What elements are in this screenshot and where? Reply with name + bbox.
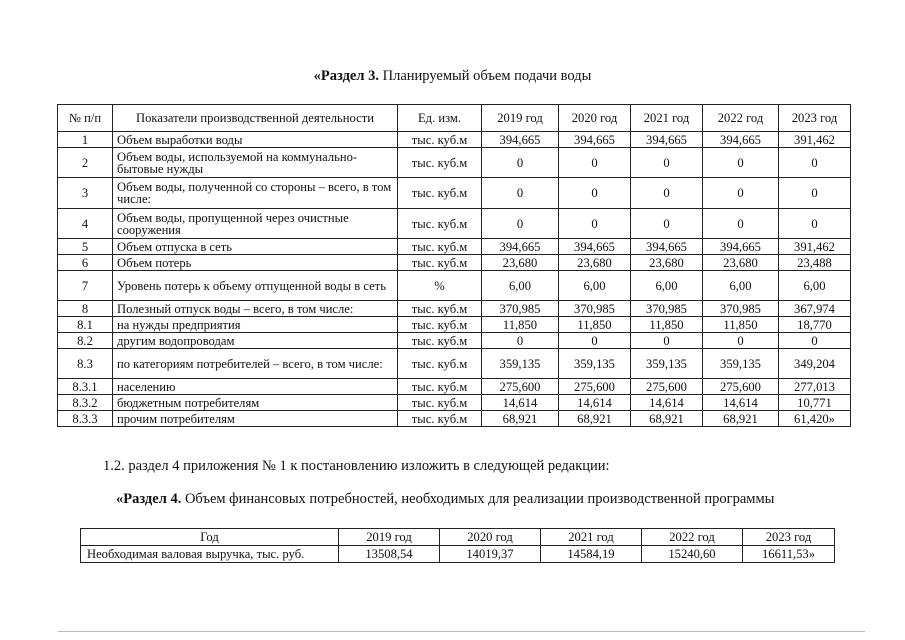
value-cell: 0 (631, 148, 703, 178)
value-cell: 0 (482, 209, 559, 239)
row-label: Объем воды, пропущенной через очистные сооружения (113, 209, 398, 239)
value-cell: 0 (559, 333, 631, 349)
value-cell: 15240,60 (642, 546, 743, 563)
header-cell: 2022 год (642, 529, 743, 546)
value-cell: 0 (631, 178, 703, 209)
value-cell: 0 (482, 333, 559, 349)
row-label: Объем выработки воды (113, 132, 398, 148)
value-cell: 68,921 (559, 411, 631, 427)
page-divider (58, 631, 865, 632)
row-label: на нужды предприятия (113, 317, 398, 333)
row-number: 2 (58, 148, 113, 178)
value-cell: 18,770 (779, 317, 851, 333)
unit-cell: тыс. куб.м (398, 255, 482, 271)
value-cell: 394,665 (482, 239, 559, 255)
value-cell: 0 (559, 209, 631, 239)
value-cell: 0 (482, 178, 559, 209)
value-cell: 275,600 (482, 379, 559, 395)
table-row (58, 178, 851, 209)
table-row (58, 349, 851, 379)
table1-header-row (58, 105, 851, 132)
row-label: Уровень потерь к объему отпущенной воды в сеть (113, 271, 398, 301)
row-label: бюджетным потребителям (113, 395, 398, 411)
header-cell: 2019 год (482, 105, 559, 132)
value-cell: 359,135 (631, 349, 703, 379)
value-cell: 10,771 (779, 395, 851, 411)
unit-cell: тыс. куб.м (398, 132, 482, 148)
value-cell: 0 (631, 333, 703, 349)
row-label: Объем воды, используемой на коммунально-бытовые нужды (113, 148, 398, 178)
value-cell: 394,665 (559, 132, 631, 148)
unit-cell: тыс. куб.м (398, 379, 482, 395)
unit-cell: тыс. куб.м (398, 209, 482, 239)
row-label: Полезный отпуск воды – всего, в том числе: (113, 301, 398, 317)
row-number: 3 (58, 178, 113, 209)
table-row (81, 546, 835, 563)
value-cell: 359,135 (482, 349, 559, 379)
value-cell: 275,600 (559, 379, 631, 395)
value-cell: 0 (703, 178, 779, 209)
header-cell: 2023 год (779, 105, 851, 132)
value-cell: 277,013 (779, 379, 851, 395)
row-number: 4 (58, 209, 113, 239)
header-cell: 2021 год (631, 105, 703, 132)
value-cell: 6,00 (631, 271, 703, 301)
unit-cell: тыс. куб.м (398, 317, 482, 333)
row-number: 7 (58, 271, 113, 301)
value-cell: 11,850 (703, 317, 779, 333)
row-label: прочим потребителям (113, 411, 398, 427)
value-cell: 367,974 (779, 301, 851, 317)
table2-header-row (81, 529, 835, 546)
header-cell: 2020 год (559, 105, 631, 132)
value-cell: 68,921 (703, 411, 779, 427)
value-cell: 23,488 (779, 255, 851, 271)
row-number: 8.3.1 (58, 379, 113, 395)
value-cell: 14,614 (482, 395, 559, 411)
unit-cell: тыс. куб.м (398, 395, 482, 411)
row-number: 8.3.3 (58, 411, 113, 427)
unit-cell: тыс. куб.м (398, 349, 482, 379)
row-number: 6 (58, 255, 113, 271)
value-cell: 68,921 (482, 411, 559, 427)
value-cell: 0 (703, 333, 779, 349)
value-cell: 275,600 (631, 379, 703, 395)
value-cell: 14,614 (559, 395, 631, 411)
value-cell: 0 (703, 148, 779, 178)
value-cell: 349,204 (779, 349, 851, 379)
section4-prefix: «Раздел 4. (116, 491, 182, 507)
row-number: 5 (58, 239, 113, 255)
value-cell: 394,665 (559, 239, 631, 255)
value-cell: 0 (482, 148, 559, 178)
row-label: по категориям потребителей – всего, в том числе: (113, 349, 398, 379)
table-row (58, 148, 851, 178)
value-cell: 391,462 (779, 132, 851, 148)
section3-prefix: «Раздел 3. (313, 68, 379, 84)
header-cell: 2022 год (703, 105, 779, 132)
instruction-paragraph: 1.2. раздел 4 приложения № 1 к постановлению изложить в следующей редакции: (103, 458, 610, 474)
unit-cell: тыс. куб.м (398, 239, 482, 255)
value-cell: 391,462 (779, 239, 851, 255)
row-label: Объем потерь (113, 255, 398, 271)
table-row (58, 239, 851, 255)
value-cell: 0 (559, 148, 631, 178)
row-label: населению (113, 379, 398, 395)
header-cell: Ед. изм. (398, 105, 482, 132)
section4-heading (116, 491, 774, 508)
table-row (58, 132, 851, 148)
value-cell: 61,420» (779, 411, 851, 427)
unit-cell: тыс. куб.м (398, 301, 482, 317)
row-label: Объем отпуска в сеть (113, 239, 398, 255)
value-cell: 0 (779, 333, 851, 349)
header-cell: Показатели производственной деятельности (113, 105, 398, 132)
value-cell: 6,00 (482, 271, 559, 301)
row-label: Необходимая валовая выручка, тыс. руб. (81, 546, 339, 563)
row-number: 8.3.2 (58, 395, 113, 411)
header-cell: 2019 год (339, 529, 440, 546)
value-cell: 394,665 (703, 132, 779, 148)
row-number: 8.1 (58, 317, 113, 333)
value-cell: 23,680 (559, 255, 631, 271)
value-cell: 14019,37 (440, 546, 541, 563)
table-row (58, 395, 851, 411)
value-cell: 0 (779, 178, 851, 209)
value-cell: 0 (779, 209, 851, 239)
table-row (58, 379, 851, 395)
value-cell: 370,985 (703, 301, 779, 317)
value-cell: 275,600 (703, 379, 779, 395)
value-cell: 11,850 (631, 317, 703, 333)
header-cell: 2021 год (541, 529, 642, 546)
section4-title: Объем финансовых потребностей, необходимых для реализации производственной программы (181, 491, 775, 507)
value-cell: 394,665 (482, 132, 559, 148)
unit-cell: тыс. куб.м (398, 178, 482, 209)
unit-cell: % (398, 271, 482, 301)
table-row (58, 301, 851, 317)
value-cell: 359,135 (703, 349, 779, 379)
table-row (58, 411, 851, 427)
value-cell: 6,00 (559, 271, 631, 301)
row-label: Объем воды, полученной со стороны – всего, в том числе: (113, 178, 398, 209)
value-cell: 6,00 (703, 271, 779, 301)
value-cell: 370,985 (482, 301, 559, 317)
value-cell: 0 (559, 178, 631, 209)
value-cell: 23,680 (482, 255, 559, 271)
value-cell: 11,850 (482, 317, 559, 333)
value-cell: 370,985 (631, 301, 703, 317)
value-cell: 23,680 (631, 255, 703, 271)
table-row (58, 209, 851, 239)
header-cell: № п/п (58, 105, 113, 132)
value-cell: 0 (779, 148, 851, 178)
value-cell: 394,665 (703, 239, 779, 255)
value-cell: 16611,53» (743, 546, 835, 563)
row-number: 1 (58, 132, 113, 148)
water-supply-table (57, 104, 851, 427)
value-cell: 0 (631, 209, 703, 239)
unit-cell: тыс. куб.м (398, 148, 482, 178)
value-cell: 394,665 (631, 239, 703, 255)
value-cell: 6,00 (779, 271, 851, 301)
header-cell: 2023 год (743, 529, 835, 546)
unit-cell: тыс. куб.м (398, 333, 482, 349)
row-label: другим водопроводам (113, 333, 398, 349)
value-cell: 14,614 (703, 395, 779, 411)
value-cell: 370,985 (559, 301, 631, 317)
table-row (58, 255, 851, 271)
row-number: 8.2 (58, 333, 113, 349)
header-cell: 2020 год (440, 529, 541, 546)
unit-cell: тыс. куб.м (398, 411, 482, 427)
table-row (58, 271, 851, 301)
value-cell: 359,135 (559, 349, 631, 379)
row-number: 8.3 (58, 349, 113, 379)
value-cell: 14584,19 (541, 546, 642, 563)
value-cell: 14,614 (631, 395, 703, 411)
section3-title: Планируемый объем подачи воды (378, 68, 592, 84)
value-cell: 394,665 (631, 132, 703, 148)
value-cell: 0 (703, 209, 779, 239)
value-cell: 68,921 (631, 411, 703, 427)
financial-needs-table (80, 528, 835, 563)
header-cell: Год (81, 529, 339, 546)
table-row (58, 333, 851, 349)
row-number: 8 (58, 301, 113, 317)
section3-heading (0, 68, 905, 85)
table-row (58, 317, 851, 333)
value-cell: 11,850 (559, 317, 631, 333)
value-cell: 23,680 (703, 255, 779, 271)
value-cell: 13508,54 (339, 546, 440, 563)
